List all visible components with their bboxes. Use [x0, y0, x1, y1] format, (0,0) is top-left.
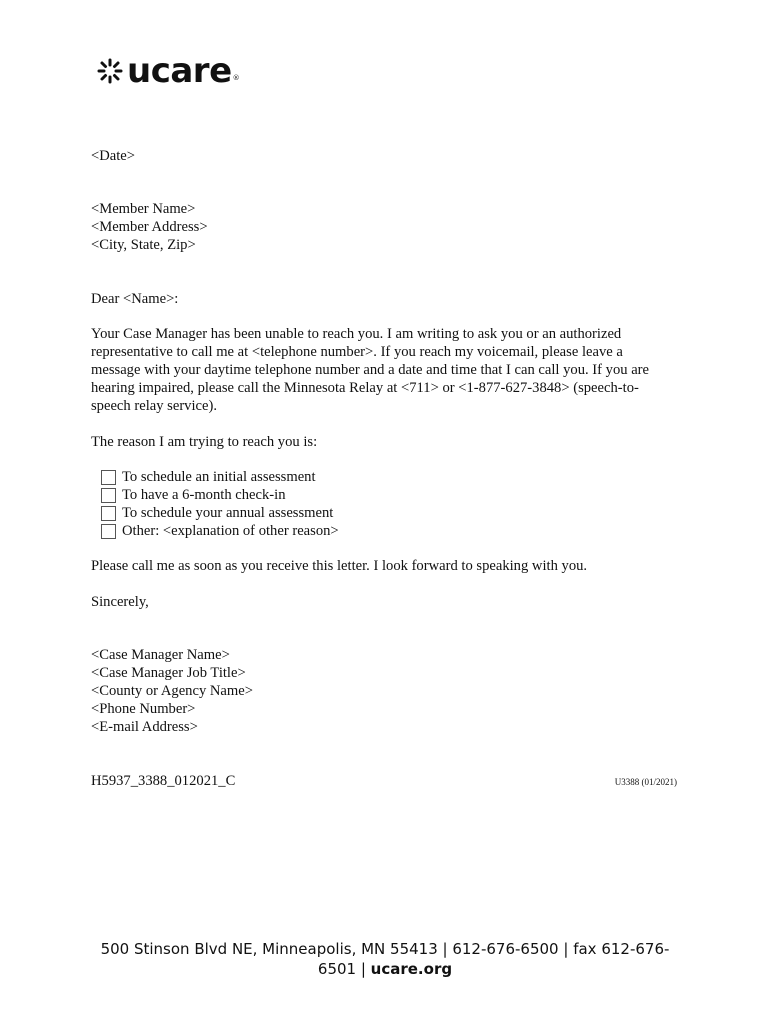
signature-block [91, 646, 253, 736]
body-paragraph [91, 325, 681, 415]
salutation: Dear <Name>: [91, 291, 179, 307]
date-placeholder: <Date> [91, 148, 136, 164]
reason-item [101, 468, 339, 486]
form-code: U3388 (01/2021) [614, 777, 677, 787]
member-address-block [91, 200, 208, 254]
registered-mark: ® [232, 74, 240, 82]
footer-address-line: 500 Stinson Blvd NE, Minneapolis, MN 55413 | 612-676-6500 | fax 612-676- [100, 940, 670, 958]
reason-label: To schedule an initial assessment [122, 468, 316, 485]
body-line: hearing impaired, please call the Minnesota Relay at <711> or <1-877-627-3848> (speech-to- [91, 380, 639, 396]
footer-contact [80, 939, 690, 979]
footer-fax-suffix: 6501 | [317, 960, 371, 978]
footer-second-line [80, 959, 690, 979]
signature-line: <Case Manager Name> [91, 647, 230, 663]
address-line: <Member Address> [91, 219, 208, 235]
body-line: speech relay service). [91, 398, 217, 414]
address-line: <Member Name> [91, 201, 196, 217]
reason-item [101, 486, 339, 504]
signature-line: <County or Agency Name> [91, 683, 253, 699]
signature-line: <Case Manager Job Title> [91, 665, 246, 681]
reason-item [101, 522, 339, 540]
body-line: message with your daytime telephone number and a date and time that I can call you. If you are [91, 362, 650, 378]
closing-request: Please call me as soon as you receive this letter. I look forward to speaking with you. [91, 558, 588, 574]
reason-item [101, 504, 339, 522]
website-link[interactable]: ucare.org [370, 960, 453, 978]
body-line: Your Case Manager has been unable to reach you. I am writing to ask you or an authorized [91, 326, 622, 342]
reason-checkbox[interactable] [101, 488, 116, 503]
reason-checklist [101, 468, 339, 540]
ucare-burst-icon [97, 58, 123, 84]
signature-line: <E-mail Address> [91, 719, 198, 735]
ucare-wordmark: ucare [127, 51, 232, 91]
signoff: Sincerely, [91, 594, 149, 610]
reason-intro: The reason I am trying to reach you is: [91, 434, 318, 450]
reason-checkbox[interactable] [101, 524, 116, 539]
reason-label: To schedule your annual assessment [122, 504, 334, 521]
body-line: representative to call me at <telephone number>. If you reach my voicemail, please leave a [91, 344, 623, 360]
reason-label: Other: <explanation of other reason> [122, 522, 339, 539]
document-code: H5937_3388_012021_C [91, 773, 236, 789]
reason-checkbox[interactable] [101, 506, 116, 521]
signature-line: <Phone Number> [91, 701, 196, 717]
address-line: <City, State, Zip> [91, 237, 196, 253]
ucare-logo [97, 51, 240, 91]
reason-label: To have a 6-month check-in [122, 486, 286, 503]
reason-checkbox[interactable] [101, 470, 116, 485]
